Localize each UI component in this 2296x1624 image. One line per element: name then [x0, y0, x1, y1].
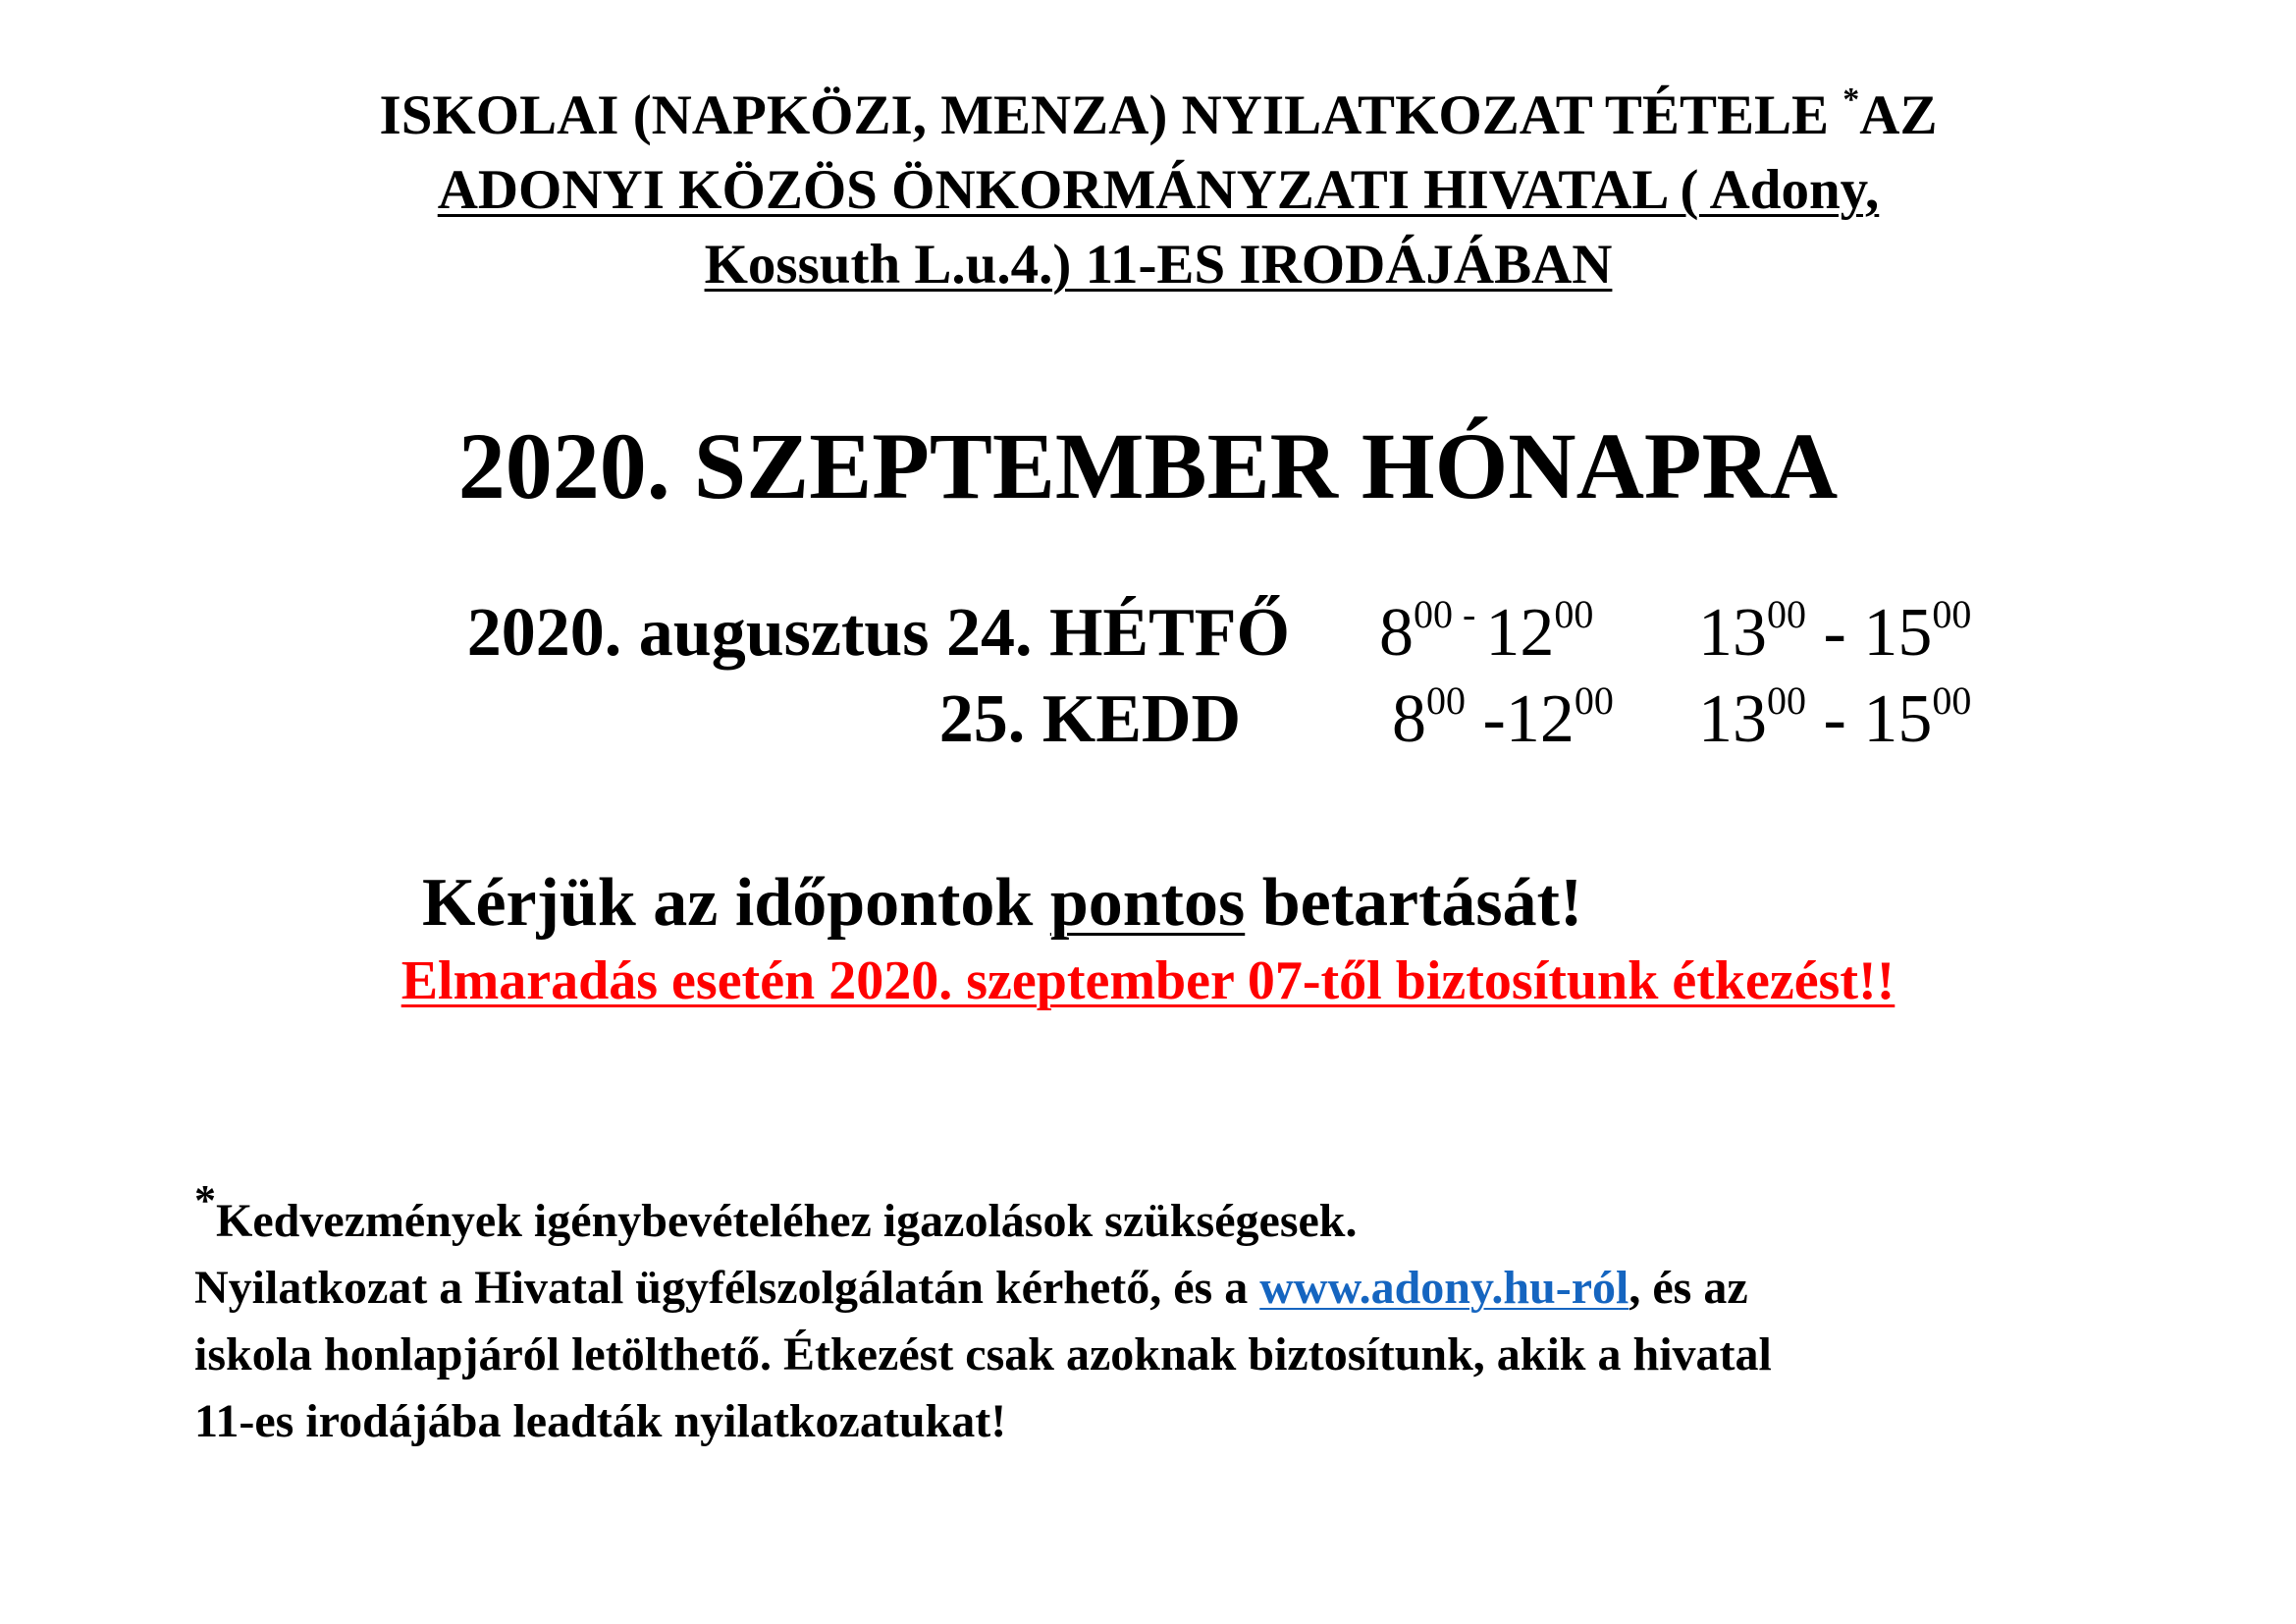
- heading-line-2: ADONYI KÖZÖS ÖNKORMÁNYZATI HIVATAL ( Adony,: [437, 159, 1880, 221]
- reminder-text: Kérjük az időpontok pontos betartását!: [422, 865, 1583, 941]
- schedule-day-label: 2020. augusztus 24. HÉTFŐ: [466, 595, 1290, 671]
- schedule-slot-afternoon: $13^{00} - 15^{00}$: [1698, 592, 1972, 671]
- footnote-marker: *: [194, 1176, 216, 1224]
- schedule-slot-morning: $8^{00}$ - $12^{00}$: [1379, 592, 1594, 671]
- schedule-row-tuesday: [0, 676, 2296, 764]
- page-title: 2020. SZEPTEMBER HÓNAPRA: [457, 413, 1839, 518]
- schedule-row-monday: [0, 589, 2296, 677]
- footnote: [194, 1176, 2059, 1455]
- website-link[interactable]: www.adony.hu-ról: [1259, 1262, 1629, 1314]
- footnote-line-2: Nyilatkozat a Hivatal ügyfélszolgálatán kérhető, és a www.adony.hu-ról, és az: [194, 1262, 1748, 1314]
- heading-line-1-text: ISKOLAI (NAPKÖZI, MENZA) NYILATKOZAT TÉTELE: [379, 84, 1830, 146]
- schedule-slot-morning: $8^{00}$ $-12^{00}$: [1392, 678, 1614, 757]
- schedule-day-label: 25. KEDD: [938, 681, 1241, 757]
- heading-line-1-tail: AZ: [1859, 84, 1938, 146]
- reminder-emphasis: pontos: [1049, 865, 1246, 941]
- notice-heading: [196, 79, 2120, 302]
- footnote-line-4: 11-es irodájába leadták nyilatkozatukat!: [194, 1395, 1007, 1447]
- warning-text: Elmaradás esetén 2020. szeptember 07-től biztosítunk étkezést!!: [400, 950, 1896, 1011]
- heading-line-3: Kossuth L.u.4.) 11-ES IRODÁJÁBAN: [704, 234, 1613, 296]
- schedule-slot-afternoon: $13^{00} - 15^{00}$: [1698, 678, 1972, 757]
- heading-line-1: [196, 79, 2120, 153]
- footnote-line-1: *Kedvezmények igénybevételéhez igazolások szükségesek.: [194, 1176, 1358, 1247]
- heading-footnote-marker: *: [1842, 81, 1860, 118]
- footnote-line-3: iskola honlapjáról letölthető. Étkezést csak azoknak biztosítunk, akik a hivatal: [194, 1328, 1772, 1380]
